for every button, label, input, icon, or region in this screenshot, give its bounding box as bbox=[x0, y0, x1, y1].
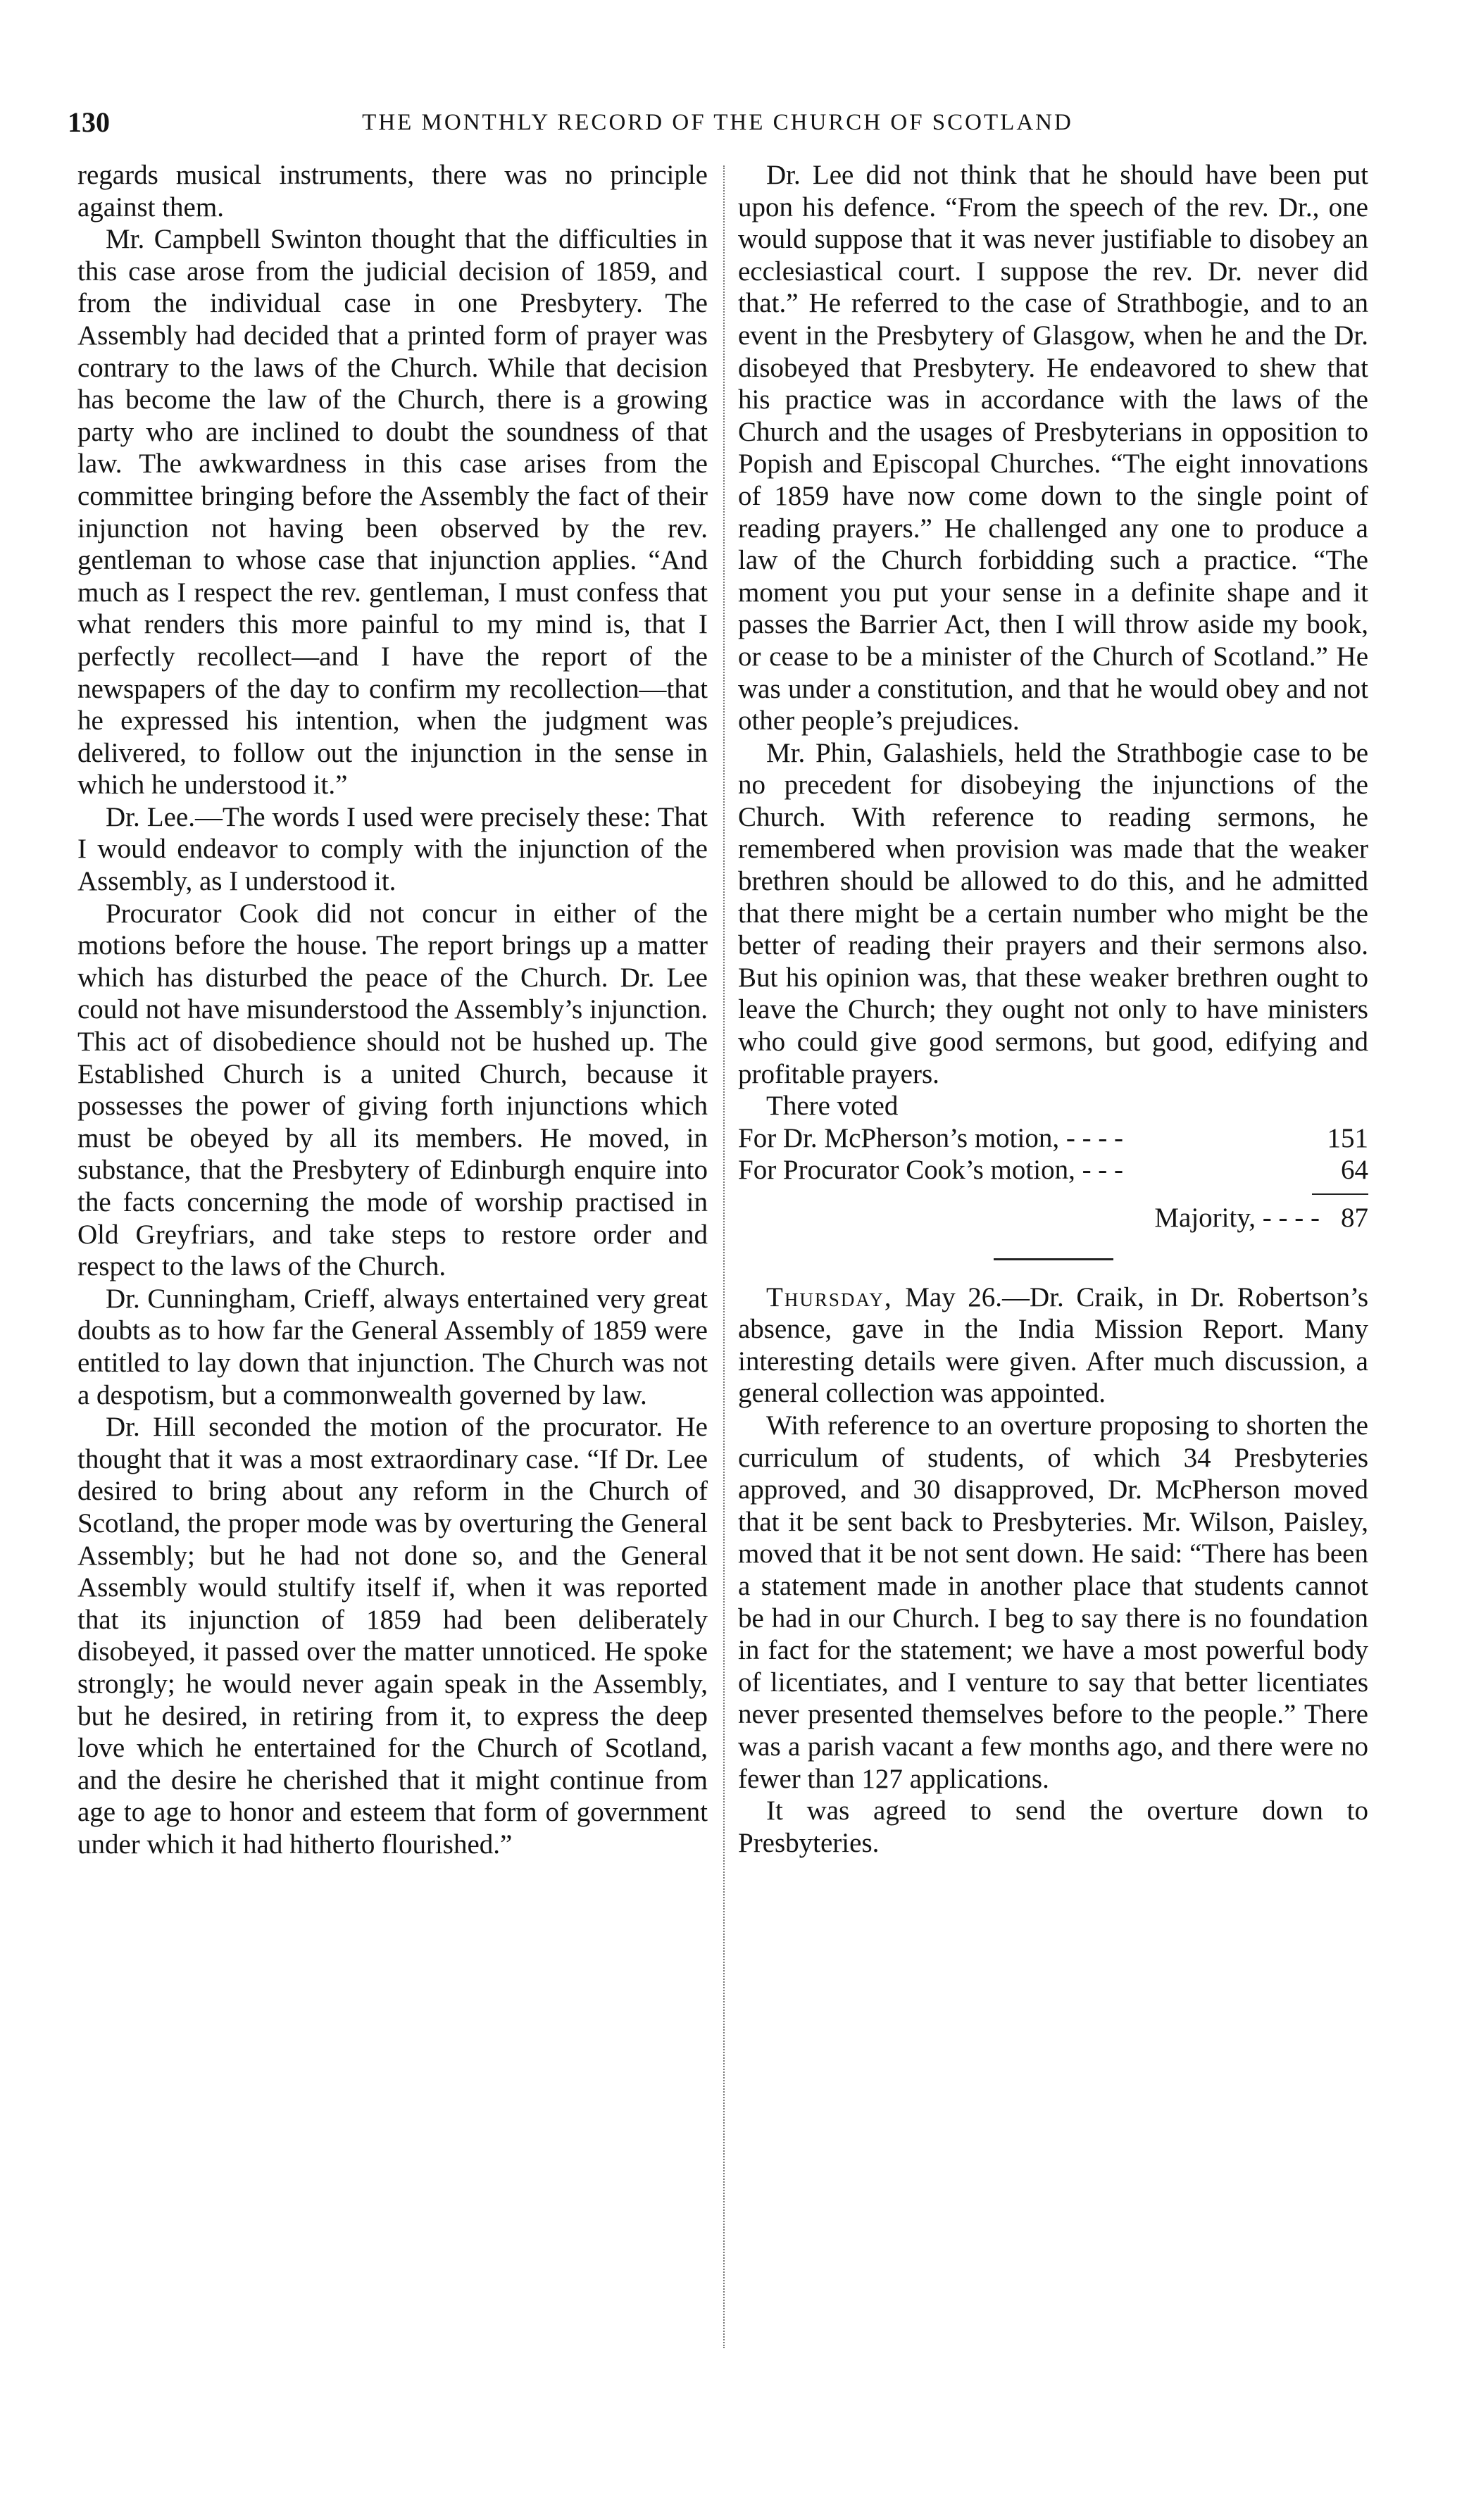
page-number: 130 bbox=[68, 106, 110, 138]
right-column bbox=[738, 159, 1368, 1859]
vote-label: For Dr. McPherson’s motion, - - - - bbox=[738, 1122, 1124, 1153]
paragraph: Procurator Cook did not concur in either of the motions before the house. The report brings up a matter which has disturbed the peace of the Church. Dr. Lee could not have misunderstood the Assembly’s injunction. This act of disobedience should not be hushed up. The Established Church is a united Church, because it possesses the power of giving forth injunctions which must be obeyed by all its members. He moved, in substance, that the Presbytery of Edinburgh enquire into the facts concerning the mode of worship practised in Old Greyfriars, and take steps to restore order and respect to the laws of the Church. bbox=[77, 898, 708, 1282]
day-heading: Thursday, bbox=[766, 1281, 893, 1312]
majority-row bbox=[738, 1202, 1368, 1234]
vote-count: 64 bbox=[1341, 1155, 1368, 1186]
left-column bbox=[77, 159, 708, 1860]
paragraph: Mr. Phin, Galashiels, held the Strathbogie case to be no precedent for disobeying the injunctions of the Church. With reference to reading sermons, he remembered when provision was made that the weaker brethren should be allowed to do this, and he admitted that there might be a certain number who might be the better of reading their prayers and their sermons also. But his opinion was, that these weaker brethren ought to leave the Church; they ought not only to have ministers who could give good sermons, but good, edifying and profitable prayers. bbox=[738, 737, 1368, 1089]
page-header bbox=[68, 106, 1368, 148]
section-divider bbox=[994, 1258, 1113, 1260]
paragraph: Mr. Campbell Swinton thought that the difficulties in this case arose from the judicial decision of 1859, and from the individual case in one Presbytery. The Assembly had decided that a printed form of prayer was contrary to the laws of the Church. While that decision has become the law of the Church, there is a growing party who are inclined to doubt the soundness of that law. The awkwardness in this case arises from the committee bringing before the Assembly the fact of their injunction not having been observed by the rev. gentleman to whose case that injunction applies. “And much as I respect the rev. gentleman, I must confess that what renders this more painful to my mind is, that I perfectly recollect—and I have the report of the newspapers of the day to confirm my recollection—that he expressed his intention, when the judgment was delivered, to follow out the injunction in the sense in which he understood it.” bbox=[77, 224, 708, 801]
majority-count: 87 bbox=[1341, 1203, 1368, 1233]
paragraph: Dr. Lee.—The words I used were precisely these: That I would endeavor to comply with the injunction of the Assembly, as I understood it. bbox=[77, 801, 708, 897]
vote-row bbox=[738, 1154, 1368, 1186]
paragraph: Dr. Hill seconded the motion of the procurator. He thought that it was a most extraordinary case. “If Dr. Lee desired to bring about any reform in the Church of Scotland, the proper mode was by overturing the General Assembly; but he had not done so, and the General Assembly would stultify itself if, when it was reported that its injunction of 1859 had been deliberately disobeyed, it passed over the matter unnoticed. He spoke strongly; he would never again speak in the Assembly, but he desired, in retiring from it, to express the deep love which he entertained for the Church of Scotland, and the desire he cherished that it might continue from age to age to honor and esteem that form of government under which it had hitherto flourished.” bbox=[77, 1412, 708, 1860]
paragraph: regards musical instruments, there was no principle against them. bbox=[77, 160, 708, 222]
paragraph: Dr. Lee did not think that he should have been put upon his defence. “From the speech of the rev. Dr., one would suppose that it was never justifiable to disobey an ecclesiastical court. I suppose the rev. Dr. never did that.” He referred to the case of Strathbogie, and to an event in the Presbytery of Glasgow, when he and the Dr. disobeyed that Presbytery. He endeavored to shew that his practice was in accordance with the laws of the Church and the usages of Presbyterians in opposition to Popish and Episcopal Churches. “The eight innovations of 1859 have now come down to the single point of reading prayers.” He challenged any one to produce a law of the Church forbidding such a practice. “The moment you put your sense in a definite shape and it passes the Barrier Act, then I will throw aside my book, or cease to be a minister of the Church of Scotland.” He was under a constitution, and that he would obey and not other people’s prejudices. bbox=[738, 160, 1368, 736]
vote-count: 151 bbox=[1327, 1122, 1368, 1153]
paragraph: With reference to an overture proposing to shorten the curriculum of students, of which 34 Presbyteries approved, and 30 disapproved, Dr. McPherson moved that it be sent back to Presbyteries. Mr. Wilson, Paisley, moved that it be not sent down. He said: “There has been a statement made in another place that students cannot be had in our Church. I beg to say there is no foundation in fact for the statement; we have a most powerful body of licentiates, and I venture to say that better licentiates never presented themselves before to the people.” There was a parish vacant a few months ago, and there were no fewer than 127 applications. bbox=[738, 1410, 1368, 1794]
vote-label: For Procurator Cook’s motion, - - - bbox=[738, 1155, 1124, 1186]
vote-tally bbox=[738, 1090, 1368, 1234]
majority-label: Majority, - - - - bbox=[1154, 1203, 1320, 1233]
column-divider bbox=[723, 165, 725, 2348]
running-title: THE MONTHLY RECORD OF THE CHURCH OF SCOTLAND bbox=[362, 110, 1073, 135]
vote-row bbox=[738, 1122, 1368, 1155]
paragraph-thursday bbox=[738, 1281, 1368, 1410]
paragraph: Dr. Cunningham, Crieff, always entertained very great doubts as to how far the General Assembly of 1859 were entitled to lay down that injunction. The Church was not a despotism, but a commonwealth governed by law. bbox=[77, 1283, 708, 1410]
thursday-text: May 26.—Dr. Craik, in Dr. Robertson’s absence, gave in the India Mission Report. Many interesting details were given. After much discussion, a general collection was appointed. bbox=[738, 1281, 1368, 1409]
vote-intro: There voted bbox=[766, 1091, 899, 1122]
sum-rule bbox=[1312, 1193, 1368, 1195]
paragraph: It was agreed to send the overture down to Presbyteries. bbox=[738, 1795, 1368, 1858]
